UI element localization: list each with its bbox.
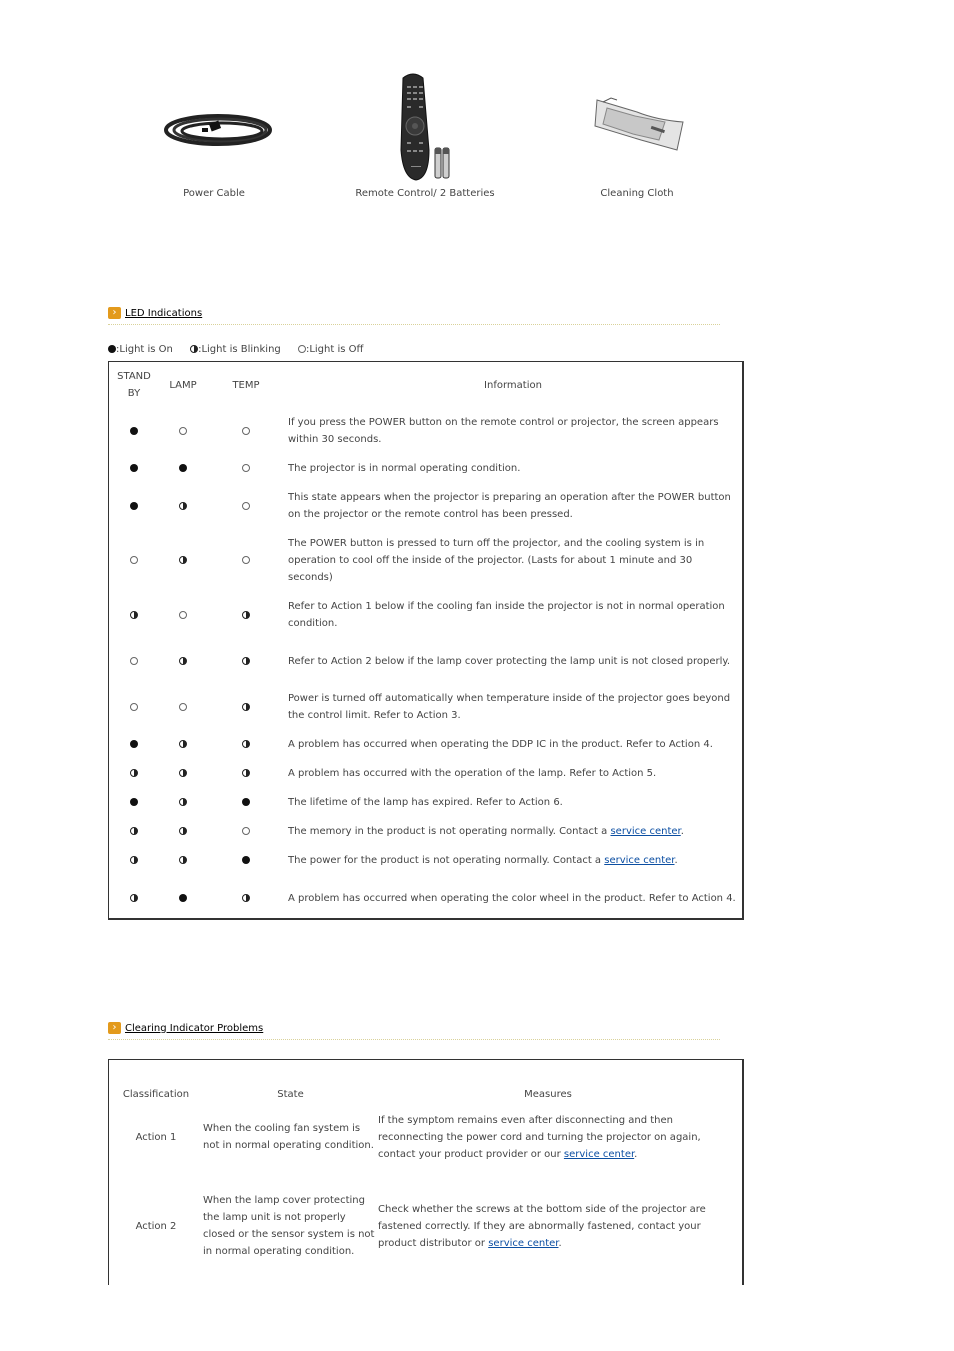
lamp-cell: [159, 483, 207, 529]
light-on-icon: [130, 502, 138, 510]
standby-cell: [109, 684, 159, 730]
temp-cell: [207, 846, 285, 875]
temp-cell: [207, 817, 285, 846]
light-blinking-icon: [242, 740, 250, 748]
light-off-icon: [179, 611, 187, 619]
standby-cell: [109, 529, 159, 592]
clearing-section-title: [108, 1022, 263, 1034]
temp-cell: [207, 788, 285, 817]
light-off-icon: [298, 345, 306, 353]
power-cable-image: [114, 70, 314, 180]
temp-cell: [207, 454, 285, 483]
light-off-icon: [130, 556, 138, 564]
light-off-icon: [242, 427, 250, 435]
service-center-link[interactable]: service center: [563, 1148, 635, 1160]
temp-cell: [207, 529, 285, 592]
temp-cell: [207, 730, 285, 759]
light-blinking-icon: [179, 798, 187, 806]
temp-cell: [207, 638, 285, 684]
standby-cell: [109, 846, 159, 875]
light-blinking-icon: [242, 611, 250, 619]
standby-cell: [109, 817, 159, 846]
header-state: State: [277, 1088, 304, 1100]
light-blinking-icon: [130, 769, 138, 777]
state-cell: When the lamp cover protecting the lamp unit is not properly closed or the sensor system is not in normal operating condition.: [203, 1195, 375, 1257]
section-divider: [108, 324, 720, 325]
information-cell: The lifetime of the lamp has expired. Refer to Action 6.: [288, 797, 563, 808]
table-row: [109, 529, 742, 592]
light-blinking-icon: [130, 856, 138, 864]
information-cell: A problem has occurred when operating the DDP IC in the product. Refer to Action 4.: [288, 739, 713, 750]
measures-cell: If the symptom remains even after disconnecting and then reconnecting the power cord and turning the projector on again, contact your product provider or our service center.: [378, 1114, 701, 1160]
legend-blink: :Light is Blinking: [190, 344, 281, 355]
standby-cell: [109, 408, 159, 454]
lamp-cell: [159, 529, 207, 592]
table-row: [109, 483, 742, 529]
legend-off: :Light is Off: [298, 344, 363, 355]
light-off-icon: [179, 427, 187, 435]
light-blinking-icon: [179, 769, 187, 777]
table-row: [109, 454, 742, 483]
chevron-right-icon: ›: [108, 307, 121, 319]
section-divider: [108, 1039, 720, 1040]
classification-cell: Action 2: [135, 1220, 177, 1232]
led-table: [109, 362, 742, 921]
table-row: [109, 408, 742, 454]
table-row: [109, 730, 742, 759]
temp-cell: [207, 759, 285, 788]
light-off-icon: [242, 464, 250, 472]
light-blinking-icon: [242, 894, 250, 902]
state-cell: When the cooling fan system is not in normal operating condition.: [203, 1123, 374, 1151]
temp-cell: [207, 592, 285, 638]
clearing-table: [109, 1082, 742, 1284]
light-on-icon: [130, 740, 138, 748]
light-blinking-icon: [179, 740, 187, 748]
service-center-link[interactable]: service center: [488, 1237, 559, 1249]
lamp-cell: [159, 759, 207, 788]
light-blinking-icon: [242, 769, 250, 777]
information-cell: The power for the product is not operating normally. Contact a service center.: [288, 855, 678, 866]
lamp-cell: [159, 638, 207, 684]
header-lamp: LAMP: [169, 379, 197, 391]
table-row: [109, 1168, 742, 1284]
lamp-cell: [159, 592, 207, 638]
standby-cell: [109, 483, 159, 529]
light-off-icon: [179, 703, 187, 711]
measures-cell: Check whether the screws at the bottom side of the projector are fastened correctly. If they are abnormally fastened, contact your product distributor or service center.: [378, 1203, 706, 1249]
remote-control-image: [325, 70, 525, 185]
lamp-cell: [159, 846, 207, 875]
light-on-icon: [108, 345, 116, 353]
light-off-icon: [242, 827, 250, 835]
information-cell: This state appears when the projector is preparing an operation after the POWER button on the projector or the remote control has been pressed.: [288, 492, 731, 520]
lamp-cell: [159, 684, 207, 730]
light-blinking-icon: [242, 657, 250, 665]
light-blinking-icon: [179, 657, 187, 665]
standby-cell: [109, 592, 159, 638]
chevron-right-icon: ›: [108, 1022, 121, 1034]
classification-cell: Action 1: [135, 1131, 177, 1143]
lamp-cell: [159, 454, 207, 483]
table-row: [109, 846, 742, 875]
light-blinking-icon: [130, 611, 138, 619]
light-blinking-icon: [179, 856, 187, 864]
table-row: [109, 817, 742, 846]
information-cell: Refer to Action 2 below if the lamp cover protecting the lamp unit is not closed properly.: [288, 655, 731, 667]
led-section-title: [108, 307, 202, 319]
standby-cell: [109, 759, 159, 788]
light-on-icon: [242, 856, 250, 864]
lamp-cell: [159, 875, 207, 921]
light-on-icon: [130, 427, 138, 435]
temp-cell: [207, 408, 285, 454]
table-row: [109, 592, 742, 638]
light-blinking-icon: [190, 345, 198, 353]
light-on-icon: [130, 464, 138, 472]
lamp-cell: [159, 730, 207, 759]
table-row: [109, 638, 742, 684]
table-row: [109, 1106, 742, 1168]
table-row: [109, 759, 742, 788]
clearing-table-header: [109, 1082, 742, 1106]
information-cell: A problem has occurred with the operation of the lamp. Refer to Action 5.: [288, 768, 657, 779]
information-cell: The projector is in normal operating condition.: [288, 463, 521, 474]
accessories-row: [0, 70, 954, 210]
light-blinking-icon: [179, 827, 187, 835]
standby-cell: [109, 638, 159, 684]
standby-cell: [109, 788, 159, 817]
temp-cell: [207, 483, 285, 529]
lamp-cell: [159, 788, 207, 817]
table-row: [109, 875, 742, 921]
power-cable-caption: Power Cable: [183, 188, 245, 199]
remote-control-caption: Remote Control/ 2 Batteries: [355, 188, 495, 199]
clearing-table-box: [108, 1059, 744, 1285]
information-cell: The POWER button is pressed to turn off the projector, and the cooling system is in operation to cool off the inside of the projector. (Lasts for about 1 minute and 30 seconds): [288, 538, 705, 583]
standby-cell: [109, 730, 159, 759]
standby-cell: [109, 875, 159, 921]
led-table-box: [108, 361, 744, 920]
information-cell: A problem has occurred when operating the color wheel in the product. Refer to Action 4.: [288, 892, 736, 904]
information-cell: Refer to Action 1 below if the cooling fan inside the projector is not in normal operation condition.: [288, 601, 725, 629]
led-legend: [108, 344, 377, 355]
light-blinking-icon: [179, 502, 187, 510]
light-on-icon: [242, 798, 250, 806]
temp-cell: [207, 684, 285, 730]
light-blinking-icon: [130, 827, 138, 835]
light-off-icon: [130, 703, 138, 711]
cleaning-cloth-caption: Cleaning Cloth: [600, 188, 674, 199]
header-standby: STAND BY: [117, 371, 151, 399]
information-cell: If you press the POWER button on the remote control or projector, the screen appears within 30 seconds.: [288, 417, 719, 445]
light-off-icon: [242, 556, 250, 564]
led-section-title-text: LED Indications: [125, 307, 203, 319]
light-blinking-icon: [130, 894, 138, 902]
header-information: Information: [484, 379, 542, 391]
temp-cell: [207, 875, 285, 921]
service-center-link[interactable]: service center: [610, 826, 681, 837]
header-measures: Measures: [524, 1088, 572, 1100]
cleaning-cloth-image: [537, 70, 737, 180]
table-row: [109, 684, 742, 730]
header-classification: Classification: [122, 1088, 190, 1100]
table-row: [109, 788, 742, 817]
information-cell: The memory in the product is not operating normally. Contact a service center.: [288, 826, 684, 837]
light-blinking-icon: [179, 556, 187, 564]
information-cell: Power is turned off automatically when temperature inside of the projector goes beyond the control limit. Refer to Action 3.: [288, 693, 731, 721]
led-table-header: [109, 362, 742, 408]
light-off-icon: [130, 657, 138, 665]
clearing-section-title-text: Clearing Indicator Problems: [125, 1022, 264, 1034]
lamp-cell: [159, 408, 207, 454]
light-on-icon: [130, 798, 138, 806]
header-temp: TEMP: [232, 379, 260, 391]
light-on-icon: [179, 464, 187, 472]
lamp-cell: [159, 817, 207, 846]
light-on-icon: [179, 894, 187, 902]
light-blinking-icon: [242, 703, 250, 711]
light-off-icon: [242, 502, 250, 510]
service-center-link[interactable]: service center: [604, 855, 675, 866]
legend-on: :Light is On: [108, 344, 173, 355]
standby-cell: [109, 454, 159, 483]
